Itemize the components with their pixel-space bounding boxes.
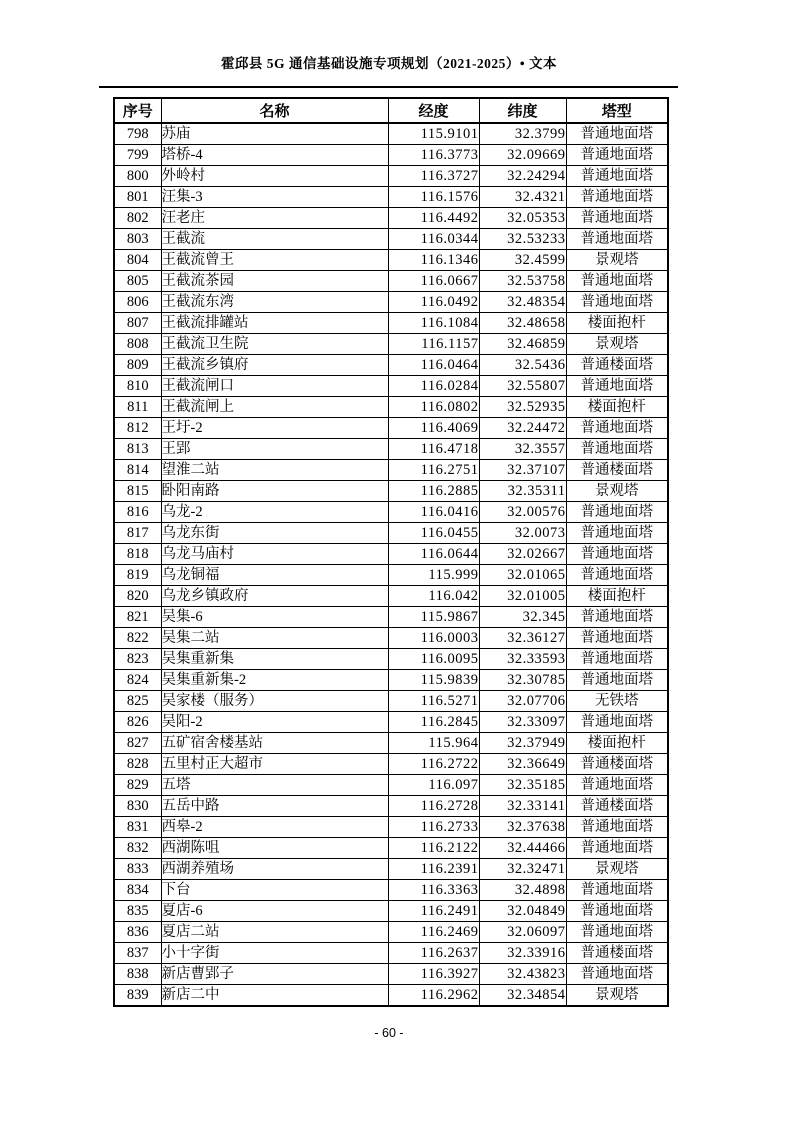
tower-type-cell: 普通地面塔 (566, 817, 668, 838)
latitude-cell: 32.02667 (479, 544, 566, 565)
seq-cell: 817 (114, 523, 161, 544)
name-cell: 新店二中 (161, 985, 388, 1007)
longitude-cell: 116.5271 (388, 691, 479, 712)
table-row (114, 628, 668, 649)
table-row (114, 817, 668, 838)
table-row (114, 313, 668, 334)
latitude-cell: 32.53233 (479, 229, 566, 250)
longitude-cell: 116.2845 (388, 712, 479, 733)
seq-cell: 820 (114, 586, 161, 607)
latitude-cell: 32.46859 (479, 334, 566, 355)
name-cell: 西湖养殖场 (161, 859, 388, 880)
tower-type-cell: 景观塔 (566, 985, 668, 1007)
seq-cell: 800 (114, 166, 161, 187)
col-header-longitude: 经度 (388, 98, 479, 123)
tower-type-cell: 普通地面塔 (566, 544, 668, 565)
table-row (114, 691, 668, 712)
seq-cell: 811 (114, 397, 161, 418)
tower-type-cell: 普通地面塔 (566, 145, 668, 166)
table-row (114, 145, 668, 166)
latitude-cell: 32.4599 (479, 250, 566, 271)
seq-cell: 839 (114, 985, 161, 1007)
tower-type-cell: 普通地面塔 (566, 649, 668, 670)
longitude-cell: 116.3773 (388, 145, 479, 166)
latitude-cell: 32.35311 (479, 481, 566, 502)
latitude-cell: 32.48658 (479, 313, 566, 334)
seq-cell: 802 (114, 208, 161, 229)
latitude-cell: 32.24472 (479, 418, 566, 439)
tower-type-cell: 楼面抱杆 (566, 313, 668, 334)
name-cell: 王截流卫生院 (161, 334, 388, 355)
latitude-cell: 32.32471 (479, 859, 566, 880)
name-cell: 西湖陈咀 (161, 838, 388, 859)
tower-site-table (113, 97, 669, 1007)
name-cell: 塔桥-4 (161, 145, 388, 166)
seq-cell: 810 (114, 376, 161, 397)
tower-type-cell: 普通地面塔 (566, 523, 668, 544)
longitude-cell: 116.0003 (388, 628, 479, 649)
longitude-cell: 116.0455 (388, 523, 479, 544)
table-row (114, 166, 668, 187)
latitude-cell: 32.36649 (479, 754, 566, 775)
name-cell: 汪集-3 (161, 187, 388, 208)
name-cell: 苏庙 (161, 123, 388, 145)
seq-cell: 832 (114, 838, 161, 859)
tower-type-cell: 普通地面塔 (566, 712, 668, 733)
tower-type-cell: 楼面抱杆 (566, 397, 668, 418)
longitude-cell: 116.0095 (388, 649, 479, 670)
longitude-cell: 116.0416 (388, 502, 479, 523)
table-row (114, 670, 668, 691)
seq-cell: 833 (114, 859, 161, 880)
longitude-cell: 116.042 (388, 586, 479, 607)
table-row (114, 397, 668, 418)
latitude-cell: 32.07706 (479, 691, 566, 712)
seq-cell: 819 (114, 565, 161, 586)
name-cell: 乌龙马庙村 (161, 544, 388, 565)
latitude-cell: 32.04849 (479, 901, 566, 922)
seq-cell: 828 (114, 754, 161, 775)
tower-type-cell: 普通地面塔 (566, 271, 668, 292)
longitude-cell: 116.0344 (388, 229, 479, 250)
name-cell: 王截流东湾 (161, 292, 388, 313)
table-row (114, 796, 668, 817)
name-cell: 下台 (161, 880, 388, 901)
seq-cell: 827 (114, 733, 161, 754)
latitude-cell: 32.0073 (479, 523, 566, 544)
longitude-cell: 116.0644 (388, 544, 479, 565)
seq-cell: 837 (114, 943, 161, 964)
table-row (114, 292, 668, 313)
longitude-cell: 116.2722 (388, 754, 479, 775)
longitude-cell: 115.9867 (388, 607, 479, 628)
seq-cell: 801 (114, 187, 161, 208)
tower-type-cell: 无铁塔 (566, 691, 668, 712)
longitude-cell: 116.0667 (388, 271, 479, 292)
tower-type-cell: 普通地面塔 (566, 376, 668, 397)
seq-cell: 823 (114, 649, 161, 670)
latitude-cell: 32.35185 (479, 775, 566, 796)
longitude-cell: 116.0284 (388, 376, 479, 397)
name-cell: 五岳中路 (161, 796, 388, 817)
tower-type-cell: 普通地面塔 (566, 418, 668, 439)
latitude-cell: 32.3557 (479, 439, 566, 460)
tower-type-cell: 普通楼面塔 (566, 355, 668, 376)
latitude-cell: 32.53758 (479, 271, 566, 292)
longitude-cell: 115.9839 (388, 670, 479, 691)
latitude-cell: 32.44466 (479, 838, 566, 859)
latitude-cell: 32.37107 (479, 460, 566, 481)
table-row (114, 733, 668, 754)
name-cell: 王截流乡镇府 (161, 355, 388, 376)
seq-cell: 806 (114, 292, 161, 313)
name-cell: 吴集重新集 (161, 649, 388, 670)
table-row (114, 712, 668, 733)
seq-cell: 821 (114, 607, 161, 628)
col-header-seq: 序号 (114, 98, 161, 123)
name-cell: 王郢 (161, 439, 388, 460)
seq-cell: 813 (114, 439, 161, 460)
tower-type-cell: 景观塔 (566, 334, 668, 355)
seq-cell: 830 (114, 796, 161, 817)
table-row (114, 649, 668, 670)
latitude-cell: 32.33141 (479, 796, 566, 817)
table-row (114, 250, 668, 271)
seq-cell: 803 (114, 229, 161, 250)
tower-type-cell: 普通地面塔 (566, 670, 668, 691)
seq-cell: 836 (114, 922, 161, 943)
table-row (114, 481, 668, 502)
longitude-cell: 116.2469 (388, 922, 479, 943)
table-row (114, 460, 668, 481)
latitude-cell: 32.55807 (479, 376, 566, 397)
table-row (114, 523, 668, 544)
seq-cell: 799 (114, 145, 161, 166)
col-header-latitude: 纬度 (479, 98, 566, 123)
table-row (114, 544, 668, 565)
tower-type-cell: 普通楼面塔 (566, 460, 668, 481)
seq-cell: 835 (114, 901, 161, 922)
longitude-cell: 116.3363 (388, 880, 479, 901)
col-header-tower-type: 塔型 (566, 98, 668, 123)
name-cell: 乌龙东街 (161, 523, 388, 544)
longitude-cell: 116.1346 (388, 250, 479, 271)
longitude-cell: 115.964 (388, 733, 479, 754)
seq-cell: 826 (114, 712, 161, 733)
tower-type-cell: 普通地面塔 (566, 880, 668, 901)
longitude-cell: 116.1157 (388, 334, 479, 355)
page-header-title: 霍邱县 5G 通信基础设施专项规划（2021-2025）• 文本 (220, 56, 558, 71)
tower-type-cell: 普通地面塔 (566, 292, 668, 313)
latitude-cell: 32.33916 (479, 943, 566, 964)
latitude-cell: 32.30785 (479, 670, 566, 691)
name-cell: 卧阳南路 (161, 481, 388, 502)
tower-type-cell: 普通地面塔 (566, 838, 668, 859)
latitude-cell: 32.5436 (479, 355, 566, 376)
tower-type-cell: 普通地面塔 (566, 208, 668, 229)
seq-cell: 804 (114, 250, 161, 271)
longitude-cell: 116.2637 (388, 943, 479, 964)
table-row (114, 985, 668, 1007)
tower-type-cell: 景观塔 (566, 481, 668, 502)
seq-cell: 807 (114, 313, 161, 334)
seq-cell: 812 (114, 418, 161, 439)
table-row (114, 901, 668, 922)
name-cell: 汪老庄 (161, 208, 388, 229)
table-row (114, 880, 668, 901)
table-row (114, 418, 668, 439)
seq-cell: 824 (114, 670, 161, 691)
longitude-cell: 116.2728 (388, 796, 479, 817)
seq-cell: 816 (114, 502, 161, 523)
name-cell: 吴家楼（服务） (161, 691, 388, 712)
longitude-cell: 116.2122 (388, 838, 479, 859)
tower-type-cell: 普通地面塔 (566, 565, 668, 586)
longitude-cell: 116.2733 (388, 817, 479, 838)
table-row (114, 754, 668, 775)
tower-type-cell: 普通地面塔 (566, 439, 668, 460)
latitude-cell: 32.345 (479, 607, 566, 628)
tower-type-cell: 普通地面塔 (566, 229, 668, 250)
name-cell: 王截流闸上 (161, 397, 388, 418)
longitude-cell: 116.2962 (388, 985, 479, 1007)
longitude-cell: 115.9101 (388, 123, 479, 145)
name-cell: 王截流闸口 (161, 376, 388, 397)
seq-cell: 818 (114, 544, 161, 565)
table-row (114, 123, 668, 145)
table-row (114, 271, 668, 292)
table-row (114, 943, 668, 964)
name-cell: 吴阳-2 (161, 712, 388, 733)
page-number: - 60 - (374, 1026, 404, 1040)
latitude-cell: 32.37949 (479, 733, 566, 754)
table-row (114, 439, 668, 460)
longitude-cell: 116.0464 (388, 355, 479, 376)
table-row (114, 334, 668, 355)
latitude-cell: 32.48354 (479, 292, 566, 313)
seq-cell: 815 (114, 481, 161, 502)
name-cell: 五矿宿舍楼基站 (161, 733, 388, 754)
table-row (114, 208, 668, 229)
table-row (114, 859, 668, 880)
tower-type-cell: 楼面抱杆 (566, 586, 668, 607)
longitude-cell: 116.1576 (388, 187, 479, 208)
table-row (114, 355, 668, 376)
seq-cell: 829 (114, 775, 161, 796)
seq-cell: 838 (114, 964, 161, 985)
tower-type-cell: 普通楼面塔 (566, 943, 668, 964)
name-cell: 王截流排罐站 (161, 313, 388, 334)
table-row (114, 229, 668, 250)
tower-type-cell: 普通地面塔 (566, 964, 668, 985)
header-rule (99, 86, 678, 88)
seq-cell: 805 (114, 271, 161, 292)
tower-type-cell: 普通楼面塔 (566, 754, 668, 775)
latitude-cell: 32.43823 (479, 964, 566, 985)
name-cell: 乌龙-2 (161, 502, 388, 523)
latitude-cell: 32.4321 (479, 187, 566, 208)
name-cell: 小十字街 (161, 943, 388, 964)
longitude-cell: 116.2885 (388, 481, 479, 502)
tower-type-cell: 景观塔 (566, 250, 668, 271)
tower-type-cell: 普通地面塔 (566, 187, 668, 208)
latitude-cell: 32.3799 (479, 123, 566, 145)
seq-cell: 798 (114, 123, 161, 145)
longitude-cell: 116.1084 (388, 313, 479, 334)
tower-type-cell: 普通楼面塔 (566, 796, 668, 817)
longitude-cell: 116.097 (388, 775, 479, 796)
latitude-cell: 32.00576 (479, 502, 566, 523)
table-row (114, 565, 668, 586)
latitude-cell: 32.37638 (479, 817, 566, 838)
latitude-cell: 32.05353 (479, 208, 566, 229)
latitude-cell: 32.4898 (479, 880, 566, 901)
name-cell: 五塔 (161, 775, 388, 796)
longitude-cell: 116.4069 (388, 418, 479, 439)
tower-type-cell: 普通地面塔 (566, 502, 668, 523)
seq-cell: 834 (114, 880, 161, 901)
longitude-cell: 116.3927 (388, 964, 479, 985)
longitude-cell: 115.999 (388, 565, 479, 586)
name-cell: 夏店二站 (161, 922, 388, 943)
name-cell: 吴集二站 (161, 628, 388, 649)
latitude-cell: 32.01005 (479, 586, 566, 607)
name-cell: 王截流茶园 (161, 271, 388, 292)
name-cell: 乌龙铜福 (161, 565, 388, 586)
name-cell: 王截流曾王 (161, 250, 388, 271)
tower-type-cell: 普通地面塔 (566, 901, 668, 922)
seq-cell: 825 (114, 691, 161, 712)
tower-type-cell: 普通地面塔 (566, 166, 668, 187)
longitude-cell: 116.2491 (388, 901, 479, 922)
table-header-row (114, 98, 668, 123)
table-row (114, 775, 668, 796)
longitude-cell: 116.2391 (388, 859, 479, 880)
table-row (114, 187, 668, 208)
seq-cell: 831 (114, 817, 161, 838)
col-header-name: 名称 (161, 98, 388, 123)
name-cell: 吴集重新集-2 (161, 670, 388, 691)
table-row (114, 376, 668, 397)
name-cell: 乌龙乡镇政府 (161, 586, 388, 607)
seq-cell: 809 (114, 355, 161, 376)
name-cell: 新店曹郢子 (161, 964, 388, 985)
seq-cell: 822 (114, 628, 161, 649)
tower-type-cell: 景观塔 (566, 859, 668, 880)
name-cell: 王圩-2 (161, 418, 388, 439)
table-row (114, 922, 668, 943)
longitude-cell: 116.3727 (388, 166, 479, 187)
longitude-cell: 116.4718 (388, 439, 479, 460)
latitude-cell: 32.52935 (479, 397, 566, 418)
name-cell: 王截流 (161, 229, 388, 250)
longitude-cell: 116.4492 (388, 208, 479, 229)
latitude-cell: 32.09669 (479, 145, 566, 166)
longitude-cell: 116.0802 (388, 397, 479, 418)
latitude-cell: 32.06097 (479, 922, 566, 943)
name-cell: 望淮二站 (161, 460, 388, 481)
tower-type-cell: 普通地面塔 (566, 775, 668, 796)
table-row (114, 838, 668, 859)
latitude-cell: 32.24294 (479, 166, 566, 187)
tower-type-cell: 普通地面塔 (566, 607, 668, 628)
name-cell: 五里村正大超市 (161, 754, 388, 775)
seq-cell: 814 (114, 460, 161, 481)
tower-type-cell: 楼面抱杆 (566, 733, 668, 754)
latitude-cell: 32.01065 (479, 565, 566, 586)
name-cell: 外岭村 (161, 166, 388, 187)
tower-type-cell: 普通地面塔 (566, 922, 668, 943)
latitude-cell: 32.36127 (479, 628, 566, 649)
table-row (114, 964, 668, 985)
name-cell: 西皋-2 (161, 817, 388, 838)
latitude-cell: 32.34854 (479, 985, 566, 1007)
latitude-cell: 32.33097 (479, 712, 566, 733)
longitude-cell: 116.2751 (388, 460, 479, 481)
latitude-cell: 32.33593 (479, 649, 566, 670)
seq-cell: 808 (114, 334, 161, 355)
tower-type-cell: 普通地面塔 (566, 123, 668, 145)
tower-type-cell: 普通地面塔 (566, 628, 668, 649)
name-cell: 吴集-6 (161, 607, 388, 628)
longitude-cell: 116.0492 (388, 292, 479, 313)
table-row (114, 607, 668, 628)
table-row (114, 502, 668, 523)
name-cell: 夏店-6 (161, 901, 388, 922)
table-row (114, 586, 668, 607)
